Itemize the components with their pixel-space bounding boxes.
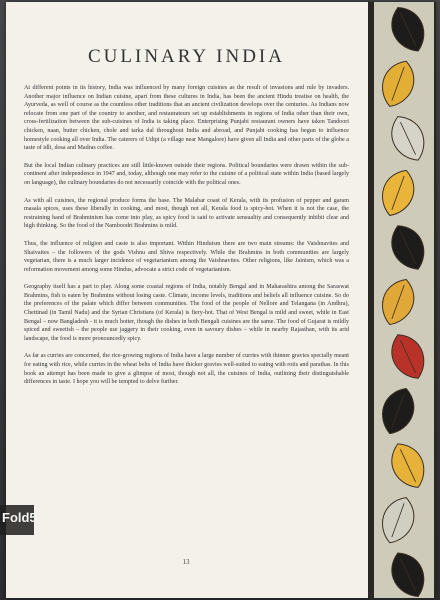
page-title: CULINARY INDIA <box>88 46 285 67</box>
book-page <box>6 2 436 598</box>
decorative-border <box>368 2 436 598</box>
text-column <box>24 14 349 396</box>
paragraph-4: Thus, the influence of religion and caste is also important. Within Hinduism there are two main streams: the Vaishnavites and Shaivaites – the followers of the gods Vishnu and Shiva respectively. While the Brahmins in both communities are largely vegetarian, there is a much larger incidence of vegetarianism among the Vaishnavites. Other religions, like Jainism, which was a reformation movement among some Hindus, advocate a strict code of vegetarianism. <box>24 240 349 273</box>
paragraph-2: But the local Indian culinary practices are still little-known outside their regions. Political boundaries were drawn within the sub-continent after independence in 1947 and, today, although one may refer to the cuisine of a political state within India (based largely on language), the culinary boundaries do not necessarily coincide with the political ones. <box>24 162 349 186</box>
border-motif-art <box>368 2 436 598</box>
paragraph-1: At different points in its history, India was influenced by many foreign cuisines as the result of invasions and rule by invaders. Another major influence on Indian cuisine, apart from these cultures in India, has been the ancient Hindu treatise on health, the Ayurveda, as well of course as the countless other traditions that an ancient civilization develops over the centuries. As Indians now relocate from one part of the country to another, and restaurateurs set up establishments in regions of India other than their own, cross-fertilization between the sub-cuisines of India is taking place. Enterprising Punjabi restaurant owners have taken Tandoori chicken, naan, butter chicken, chole and tarka dal throughout India and abroad, and Punjabi cooking has begun to influence homestyle cooking all over India. The caterers of Udipi (a village near Mangalore) have given all India and other parts of the globe a taste of idli, dosa and Madras coffee. <box>24 85 349 152</box>
paragraph-3: As with all cuisines, the regional produce forms the base. The Malabar coast of Kerala, with its profusion of pepper and garam masala spices, uses these liberally in cooking, and most, though not all, Kerala food is spicy-hot. When it is not the case, the restraining hand of Brahminism has come into play, as spicy food is said to activate sensuality and consequently inhibit clear and high thinking. So the food of the Namboodri Brahmins is mild. <box>24 197 349 230</box>
paragraph-6: As far as curries are concerned, the rice-growing regions of India have a large number of curries with thinner gravies specially meant for eating with rice, while curries in the wheat belts of India have thicker gravies well-suited to eating with rotis and parathas. In this book an attempt has been made to give a glimpse of most, though not all, the cuisines of India, outlining their distinguishable differences in taste. I hope you will be tempted to delve further. <box>24 353 349 386</box>
page-number: 13 <box>182 558 190 566</box>
tape-label: Fold5 <box>2 510 37 525</box>
paragraph-5: Geography itself has a part to play. Along some coastal regions of India, notably Bengal and in Maharashtra among the Saraswat Brahmins, fish is eaten by Brahmins without losing caste. Climate, income levels, traditions and beliefs all influence cuisine. So do the preferences of the palate which differ between communities. The food of the people of Nellore and Telangana (in Andhra), Chettinad (in Tamil Nadu) and the Syrian Christians (of Kerala) is fiery-hot. That of West Bengal is mild and sweet, while in East Bengal – now Bangladesh - it is much hotter, though the dishes in both Bengali cuisines are the same. The food of Gujarat is mildly spiced and sweetish – the people use jaggery in their cooking, even in savoury dishes – while in nearby Rajasthan, with its arid landscape, the food is more pronouncedly spicy. <box>24 284 349 342</box>
